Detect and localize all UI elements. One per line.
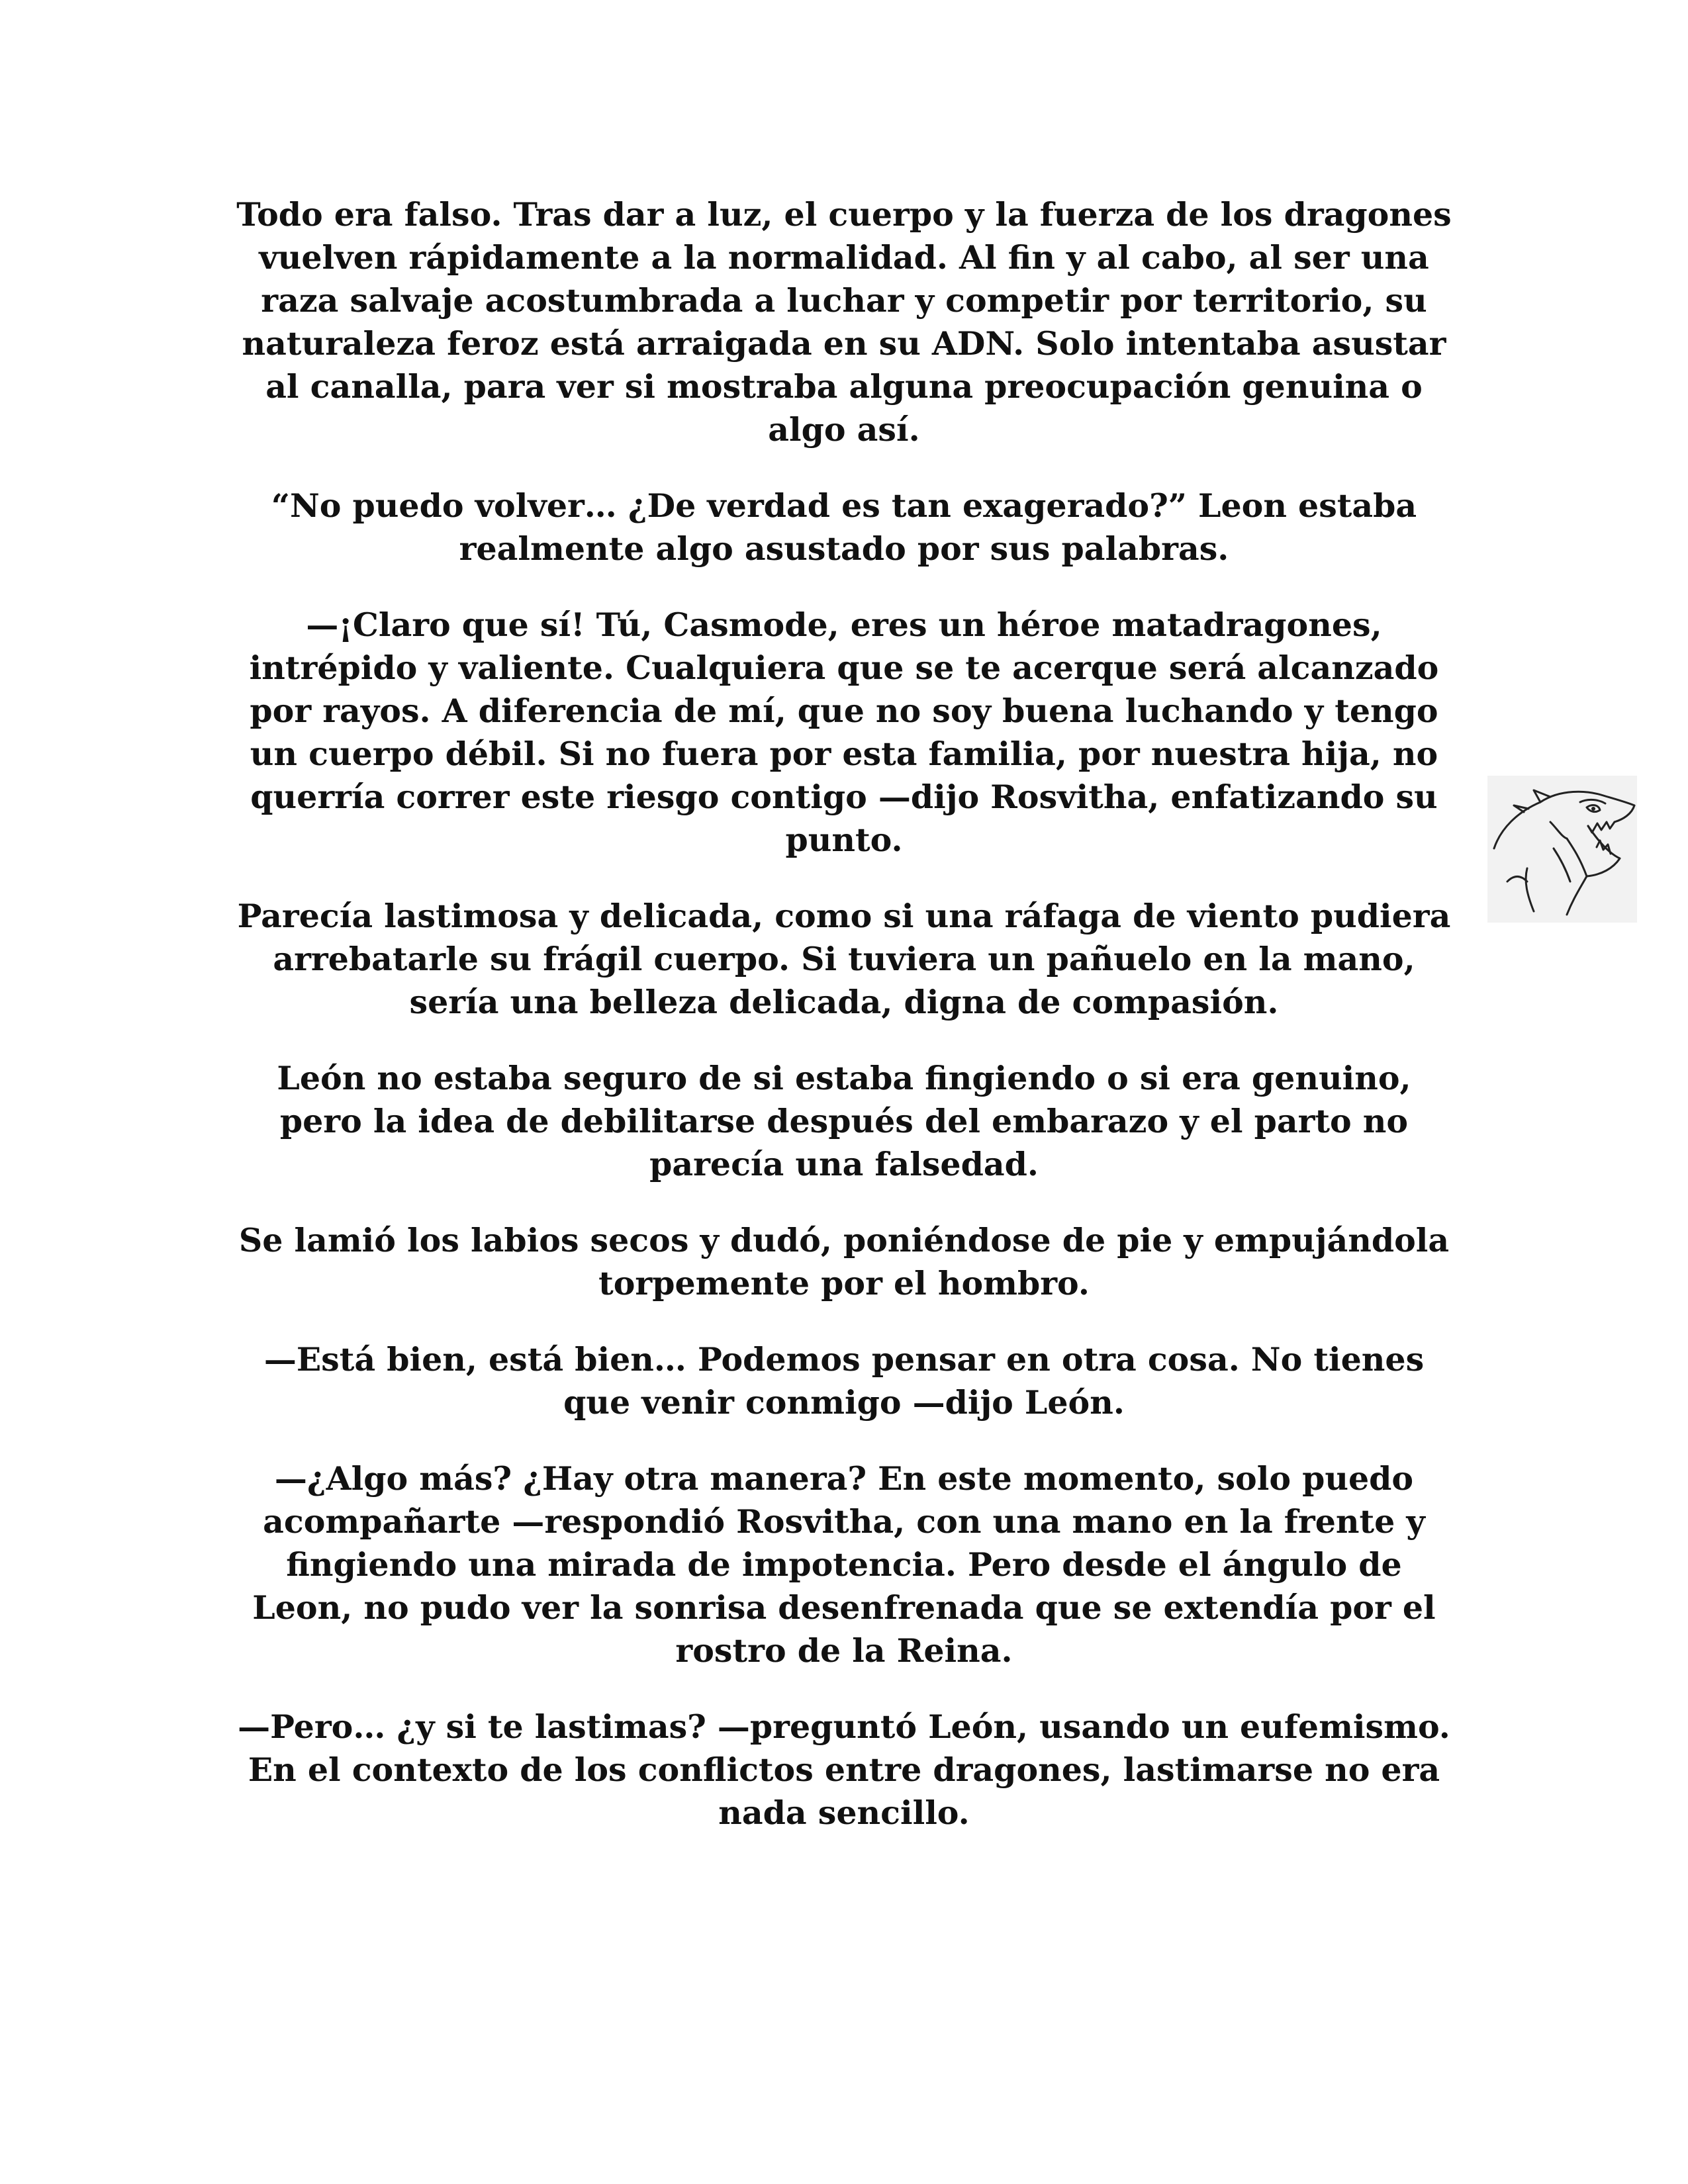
paragraph-5: León no estaba seguro de si estaba fingiendo o si era genuino, pero la idea de debilitarse después del embarazo y el parto no parecía una falsedad. (277, 1059, 1411, 1183)
paragraph-8: —¿Algo más? ¿Hay otra manera? En este momento, solo puedo acompañarte —respondió Rosvitha, con una mano en la frente y fingiendo una mirada de impotencia. Pero desde el ángulo de Leon, no pudo ver la sonrisa desenfrenada que se extendía por el rostro de la Reina. (252, 1459, 1436, 1670)
dragon-head-icon (1487, 776, 1637, 923)
story-text (235, 193, 1453, 1868)
paragraph-1: Todo era falso. Tras dar a luz, el cuerpo y la fuerza de los dragones vuelven rápidamente a la normalidad. Al fin y al cabo, al ser una raza salvaje acostumbrada a luchar y competir por territorio, su naturaleza feroz está arraigada en su ADN. Solo intentaba asustar al canalla, para ver si mostraba alguna preocupación genuina o algo así. (236, 195, 1452, 449)
paragraph-7: —Está bien, está bien… Podemos pensar en otra cosa. No tienes que venir conmigo —dijo León. (263, 1340, 1425, 1422)
paragraph-9: —Pero… ¿y si te lastimas? —preguntó León, usando un eufemismo. En el contexto de los conflictos entre dragones, lastimarse no era nada sencillo. (238, 1707, 1450, 1832)
paragraph-2: “No puedo volver… ¿De verdad es tan exagerado?” Leon estaba realmente algo asustado por sus palabras. (271, 486, 1417, 568)
paragraph-3: —¡Claro que sí! Tú, Casmode, eres un héroe matadragones, intrépido y valiente. Cualquiera que se te acerque será alcanzado por rayos. A diferencia de mí, que no soy buena luchando y tengo un cuerpo débil. Si no fuera por esta familia, por nuestra hija, no querría correr este riesgo contigo —dijo Rosvitha, enfatizando su punto. (249, 606, 1439, 859)
paragraph-4: Parecía lastimosa y delicada, como si una ráfaga de viento pudiera arrebatarle su frágil cuerpo. Si tuviera un pañuelo en la mano, sería una belleza delicada, digna de compasión. (237, 897, 1451, 1021)
paragraph-6: Se lamió los labios secos y dudó, poniéndose de pie y empujándola torpemente por el hombro. (238, 1221, 1450, 1302)
